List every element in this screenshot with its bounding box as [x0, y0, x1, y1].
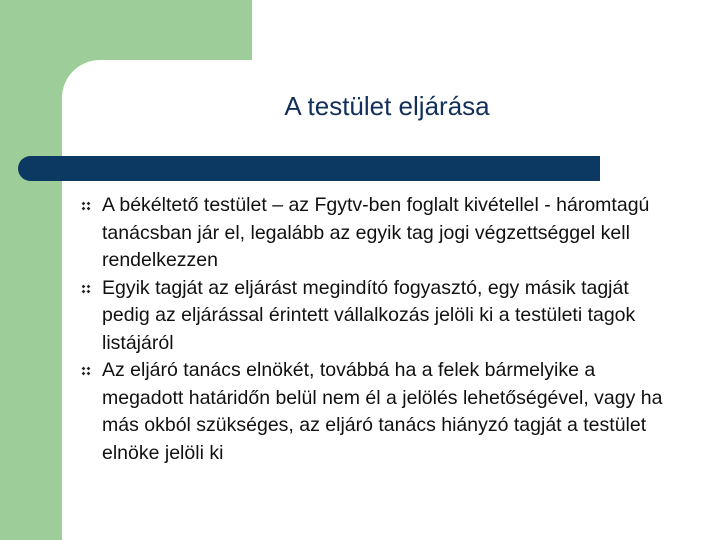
bullet-text: A békéltető testület – az Fgytv-ben foglalt kivétellel - háromtagú tanácsban jár el, legalább az egyik tag jogi végzettséggel kell rendelkezzen: [102, 194, 650, 271]
bullet-item: [80, 357, 680, 467]
four-diamond-bullet-icon: [81, 284, 91, 294]
slide-title: A testület eljárása: [284, 91, 490, 121]
bullet-item: [80, 275, 680, 358]
title-divider-bar: [18, 156, 600, 181]
bullet-item: [80, 192, 680, 275]
bullet-text: Az eljáró tanács elnökét, továbbá ha a felek bármelyike a megadott határidőn belül nem él a jelölés lehetőségével, vagy ha más okból szükséges, az eljáró tanács hiányzó tagját a testület elnöke jelöli ki: [102, 359, 663, 464]
four-diamond-bullet-icon: [81, 201, 91, 211]
four-diamond-bullet-icon: [81, 366, 91, 376]
bullet-list: [80, 192, 680, 467]
bullet-text: Egyik tagját az eljárást megindító fogyasztó, egy másik tagját pedig az eljárással érintett vállalkozás jelöli ki a testületi tagok listájáról: [102, 276, 636, 354]
